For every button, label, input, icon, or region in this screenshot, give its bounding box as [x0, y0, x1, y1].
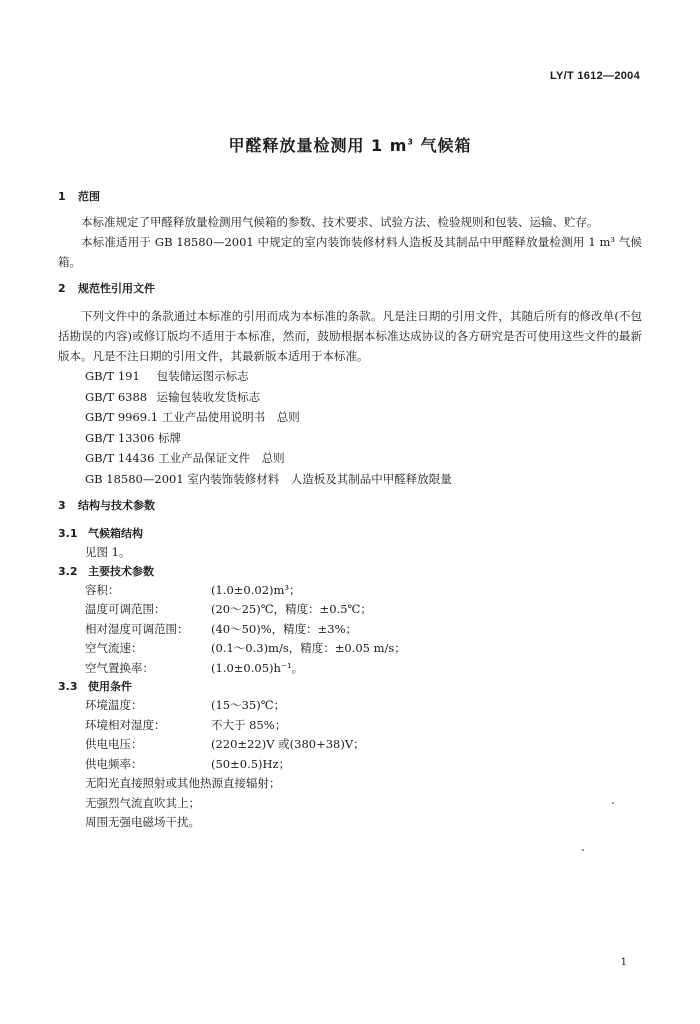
section-title: 范围 — [78, 190, 100, 203]
parameter-name: 温度可调范围： — [85, 602, 166, 616]
subsection-title: 使用条件 — [88, 680, 132, 693]
parameter-name: 容积： — [85, 582, 120, 597]
reference-item — [58, 387, 642, 408]
reference-code: GB 18580—2001 — [85, 471, 184, 486]
section-2-heading — [58, 280, 642, 298]
parameter-row — [58, 639, 642, 659]
condition-name: 环境相对湿度： — [85, 717, 166, 732]
reference-code: GB/T 6388 — [85, 389, 148, 404]
condition-value: (15～35)℃； — [211, 698, 286, 712]
subsection-number: 3.3 — [58, 680, 78, 693]
reference-name: 运输包装收发货标志 — [156, 389, 261, 404]
condition-value: (220±22)V 或(380+38)V； — [211, 737, 365, 751]
scan-speck — [582, 849, 584, 851]
condition-name: 供电频率： — [85, 756, 143, 771]
condition-row — [58, 716, 642, 736]
scan-speck — [612, 802, 614, 804]
subsection-3-3-heading — [58, 678, 642, 696]
reference-code: GB/T 9969.1 — [85, 410, 159, 424]
document-title — [0, 133, 700, 156]
condition-row — [58, 735, 642, 755]
reference-item — [58, 469, 642, 490]
parameter-row — [58, 620, 642, 640]
parameter-row — [58, 581, 642, 601]
condition-line: 无强烈气流直吹其上； — [85, 795, 200, 810]
reference-name: 工业产品保证文件 总则 — [158, 451, 285, 465]
section-1-paragraph-1: 本标准规定了甲醛释放量检测用气候箱的参数、技术要求、试验方法、检验规则和包装、运输、贮存。 — [81, 215, 599, 229]
section-1-paragraph-2: 本标准适用于 GB 18580—2001 中规定的室内装饰装修材料人造板及其制品中甲醛释放量检测用 1 m³ 气候箱。 — [58, 235, 642, 269]
parameter-row — [58, 600, 642, 620]
condition-row — [58, 696, 642, 716]
condition-value: 不大于 85%； — [211, 717, 287, 732]
reference-item — [58, 428, 642, 449]
parameter-name: 相对湿度可调范围： — [85, 621, 189, 636]
reference-item — [58, 407, 642, 428]
parameter-value: (0.1～0.3)m/s，精度：±0.05 m/s； — [211, 641, 406, 655]
parameter-row — [58, 659, 642, 679]
reference-code: GB/T 14436 — [85, 451, 155, 465]
section-number: 3 — [58, 499, 66, 512]
reference-item — [58, 366, 642, 387]
section-title: 结构与技术参数 — [78, 499, 155, 512]
reference-code: GB/T 13306 — [85, 430, 155, 445]
title-superscript: 3 — [407, 137, 414, 147]
condition-row — [58, 755, 642, 775]
section-1-heading — [58, 188, 642, 206]
parameter-value: (40～50)%，精度：±3%； — [211, 621, 358, 636]
section-number: 2 — [58, 282, 66, 295]
condition-line: 无阳光直接照射或其他热源直接辐射； — [85, 776, 281, 790]
subsection-title: 气候箱结构 — [88, 527, 143, 540]
section-2-paragraph: 下列文件中的条款通过本标准的引用而成为本标准的条款。凡是注日期的引用文件，其随后所有的修改单(不包括勘误的内容)或修订版均不适用于本标准，然而，鼓励根据本标准达成协议的各方研究是否可使用这些文件的最新版本。凡是不注日期的引用文件，其最新版本适用于本标准。 — [58, 309, 642, 363]
document-body — [58, 188, 642, 833]
reference-item — [58, 448, 642, 469]
condition-name: 环境温度： — [85, 698, 143, 712]
title-main: 甲醛释放量检测用 1 m — [228, 136, 408, 155]
reference-name: 标牌 — [158, 430, 182, 445]
title-tail: 气候箱 — [413, 136, 472, 155]
page-number: 1 — [620, 957, 627, 968]
section-title: 规范性引用文件 — [78, 282, 155, 295]
subsection-3-1-text: 见图 1。 — [85, 545, 131, 559]
condition-value: (50±0.5)Hz； — [211, 756, 291, 771]
parameter-value: (1.0±0.02)m³； — [211, 582, 301, 597]
reference-name: 室内装饰装修材料 人造板及其制品中甲醛释放限量 — [187, 471, 452, 486]
section-3-heading — [58, 497, 642, 515]
subsection-number: 3.2 — [58, 564, 78, 578]
subsection-number: 3.1 — [58, 527, 78, 540]
parameter-value: (1.0±0.05)h⁻¹。 — [211, 660, 304, 675]
reference-name: 包装储运图示标志 — [156, 369, 249, 383]
parameter-name: 空气置换率： — [85, 660, 154, 675]
parameter-name: 空气流速： — [85, 641, 143, 655]
section-number: 1 — [58, 190, 66, 203]
condition-name: 供电电压： — [85, 737, 143, 751]
subsection-3-1-heading — [58, 525, 642, 543]
subsection-title: 主要技术参数 — [88, 564, 154, 578]
subsection-3-2-heading — [58, 563, 642, 581]
parameter-value: (20～25)℃，精度：±0.5℃； — [211, 602, 372, 616]
condition-line: 周围无强电磁场干扰。 — [85, 815, 200, 829]
reference-name: 工业产品使用说明书 总则 — [161, 410, 300, 424]
reference-code: GB/T 191 — [85, 369, 140, 383]
standard-code: LY/T 1612—2004 — [549, 70, 640, 82]
